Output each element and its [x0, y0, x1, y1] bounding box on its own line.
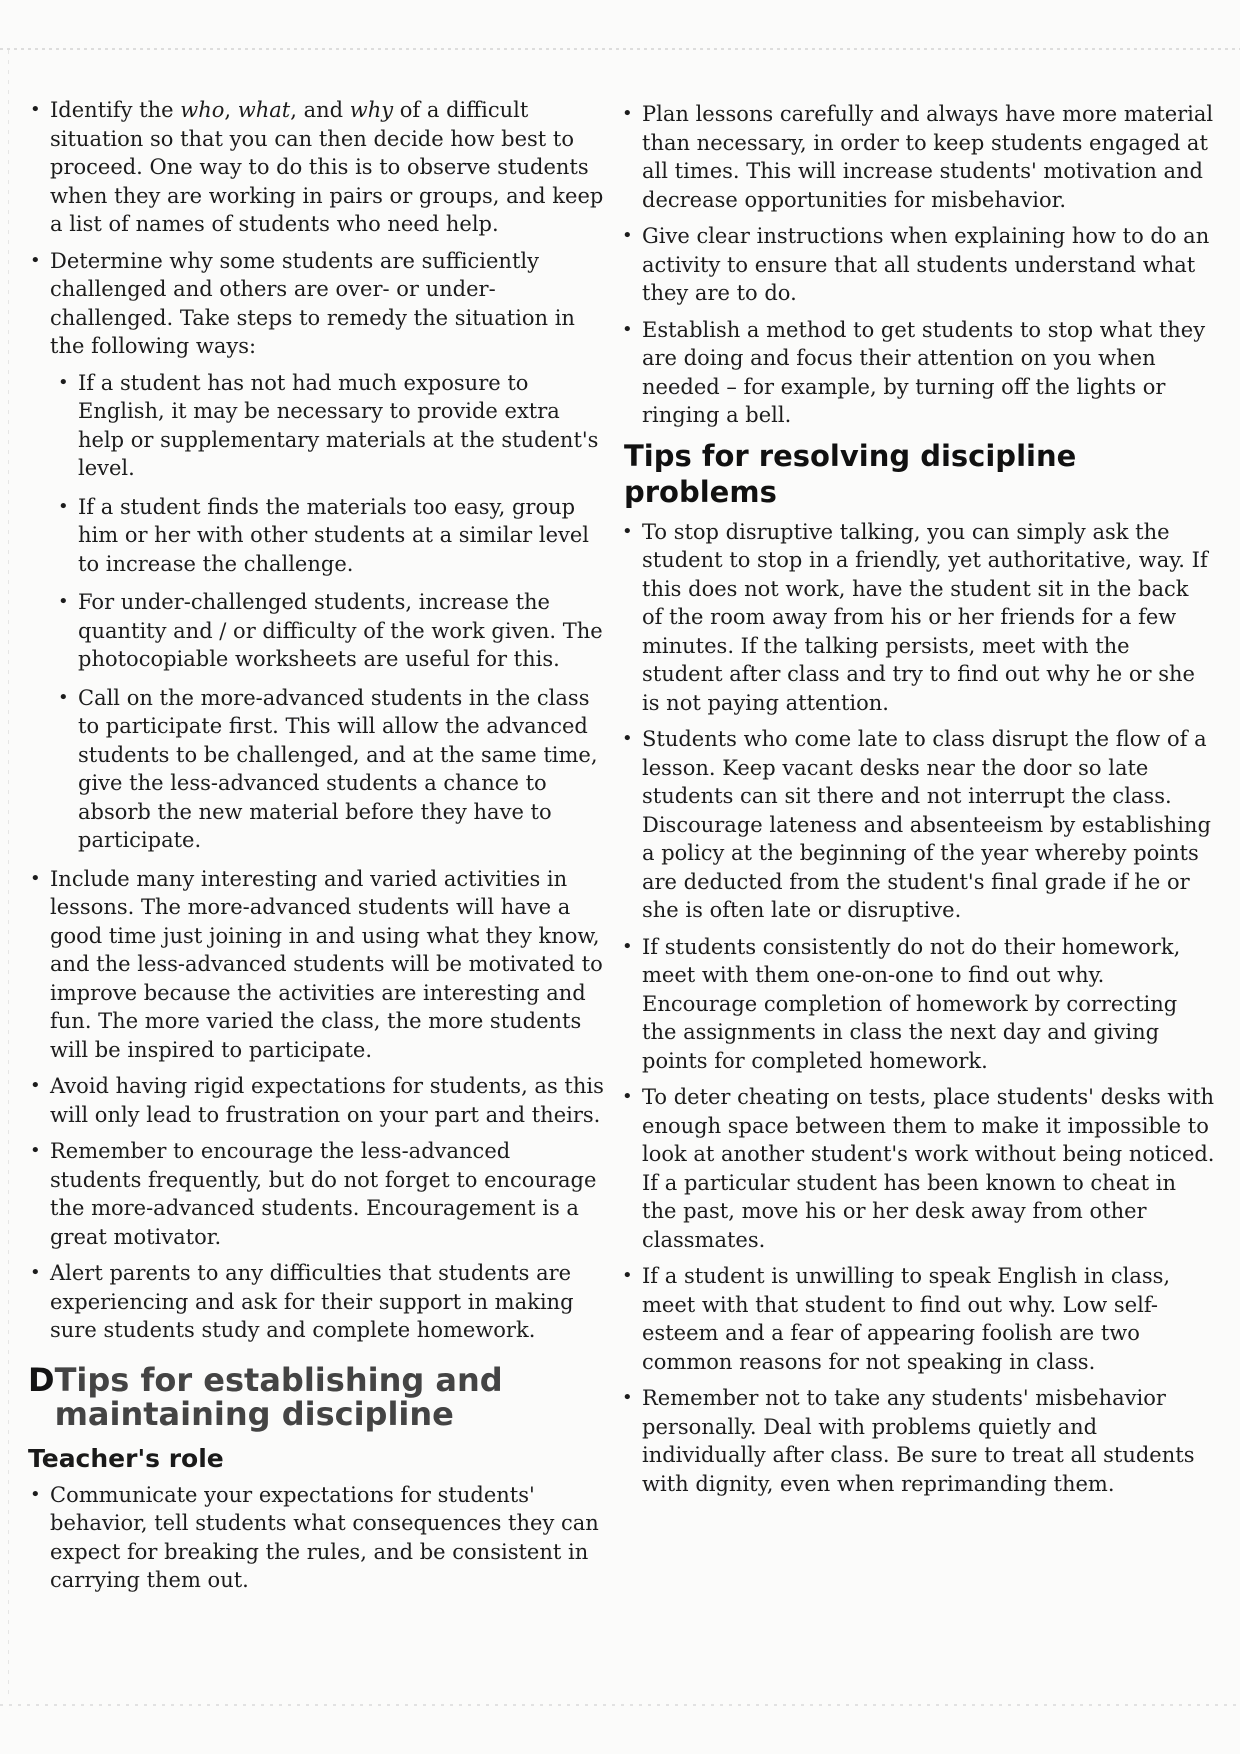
list-item: • Determine why some students are sufficiently challenged and others are over- or under-challenged. Take steps to remedy the situation in the following ways: • If a student has not had much exposure to English, it may be necessary to provide extra help or supplementary materials at the student's level. • If a student finds the materials too easy, group him or her with other students at a similar level to increase the challenge. • For under-challenged students, increase the quantity and / or difficulty of the work given. The photocopiable worksheets are useful for this. • Call on the more-advanced students in the class to participate first. This will allow the advanced students to be challenged, and at the same time, give the less-advanced students a chance to absorb the new material before they have to participate.: [28, 247, 608, 855]
bullet-icon: •: [30, 99, 41, 120]
subheading-teachers-role: Teacher's role: [28, 1443, 224, 1473]
scan-edge-top: [0, 48, 1240, 50]
left-column: [28, 96, 608, 1603]
bullet-icon: •: [30, 1483, 41, 1505]
scan-edge-bottom: [0, 1704, 1240, 1706]
section-heading: [28, 1360, 608, 1433]
list-item: • Communicate your expectations for students' behavior, tell students what consequences they can expect for breaking the rules, and be consistent in carrying them out.: [30, 1482, 599, 1592]
sub-list-item: • Call on the more-advanced students in the class to participate first. This will allow the advanced students to be challenged, and at the same time, give the less-advanced students a chance to absorb the new material before they have to participate.: [58, 685, 598, 852]
bullet-icon: •: [30, 1262, 41, 1283]
bullet-icon: •: [58, 591, 69, 612]
sub-bullet-list: [56, 369, 608, 855]
resolving-heading: Tips for resolving discipline problems: [624, 438, 1077, 509]
teacher-role-list: [28, 1481, 608, 1595]
bullet-icon: •: [30, 1075, 41, 1096]
section-title: Tips for establishing and maintaining discipline: [54, 1360, 503, 1433]
bullet-icon: •: [622, 1086, 633, 1107]
list-item: • Plan lessons carefully and always have more material than necessary, in order to keep students engaged at all times. This will increase students' motivation and decrease opportunities for misbehavior.: [622, 102, 1214, 212]
bullet-icon: •: [30, 249, 41, 271]
list-item: • If students consistently do not do their homework, meet with them one-on-one to find out why. Encourage completion of homework by correcting the assignments in class the next day and giving points for completed homework.: [622, 934, 1181, 1073]
bullet-icon: •: [58, 371, 69, 393]
list-item: • Alert parents to any difficulties that students are experiencing and ask for their support in making sure students study and complete homework.: [30, 1261, 574, 1342]
bullet-icon: •: [58, 686, 69, 708]
right-bullet-list: [620, 100, 1215, 430]
list-item: • Remember to encourage the less-advanced students frequently, but do not forget to encourage the more-advanced students. Encouragement is a great motivator.: [30, 1139, 597, 1249]
list-item: • Avoid having rigid expectations for students, as this will only lead to frustration on your part and theirs.: [30, 1074, 604, 1127]
sub-list-item: • If a student has not had much exposure to English, it may be necessary to provide extra help or supplementary materials at the student's level.: [58, 370, 599, 480]
list-item: • Remember not to take any students' misbehavior personally. Deal with problems quietly and individually after class. Be sure to treat all students with dignity, even when reprimanding them.: [622, 1386, 1195, 1496]
bullet-icon: •: [622, 225, 633, 246]
bullet-icon: •: [622, 103, 633, 124]
bullet-icon: •: [622, 1387, 633, 1408]
list-item: • Give clear instructions when explaining how to do an activity to ensure that all students understand what they are to do.: [622, 224, 1210, 305]
bullet-icon: •: [622, 520, 633, 542]
bullet-icon: •: [622, 728, 633, 749]
list-item: • To deter cheating on tests, place students' desks with enough space between them to make it impossible to look at another student's work without being noticed. If a particular student has been known to cheat in the past, move his or her desk away from other classmates.: [622, 1085, 1215, 1252]
bullet-icon: •: [622, 318, 633, 340]
left-bullet-list: [28, 96, 608, 1345]
resolving-bullet-list: [620, 518, 1215, 1499]
list-item: • Establish a method to get students to stop what they are doing and focus their attention on you when needed – for example, by turning off the lights or ringing a bell.: [622, 317, 1206, 427]
list-item: • Identify the who, what, and why of a difficult situation so that you can then decide how best to proceed. One way to do this is to observe students when they are working in pairs or groups, and keep a list of names of students who need help.: [30, 98, 604, 236]
bullet-icon: •: [622, 935, 633, 957]
sub-list-item: • If a student finds the materials too easy, group him or her with other students at a similar level to increase the challenge.: [58, 494, 590, 576]
list-item: • Students who come late to class disrupt the flow of a lesson. Keep vacant desks near the door so late students can sit there and not interrupt the class. Discourage lateness and absenteeism by establishing a policy at the beginning of the year whereby points are deducted from the student's final grade if he or she is often late or disruptive.: [622, 727, 1211, 922]
scan-edge-left: [8, 50, 9, 1700]
bullet-icon: •: [622, 1265, 633, 1286]
bullet-icon: •: [30, 1140, 41, 1161]
bullet-icon: •: [30, 867, 41, 889]
section-letter: D: [28, 1360, 55, 1399]
list-item: • To stop disruptive talking, you can simply ask the student to stop in a friendly, yet authoritative, way. If this does not work, have the student sit in the back of the room away from his or her friends for a few minutes. If the talking persists, meet with the student after class and try to find out why he or she is not paying attention.: [622, 519, 1208, 715]
bullet-icon: •: [58, 495, 69, 517]
sub-list-item: • For under-challenged students, increase the quantity and / or difficulty of the work given. The photocopiable worksheets are useful for this.: [58, 590, 603, 671]
right-column: [620, 100, 1215, 1506]
list-item: • If a student is unwilling to speak English in class, meet with that student to find out why. Low self-esteem and a fear of appearing foolish are two common reasons for not speaking in class.: [622, 1264, 1171, 1374]
list-item: • Include many interesting and varied activities in lessons. The more-advanced students will have a good time just joining in and using what they know, and the less-advanced students will be motivated to improve because the activities are interesting and fun. The more varied the class, the more students will be inspired to participate.: [30, 866, 603, 1062]
